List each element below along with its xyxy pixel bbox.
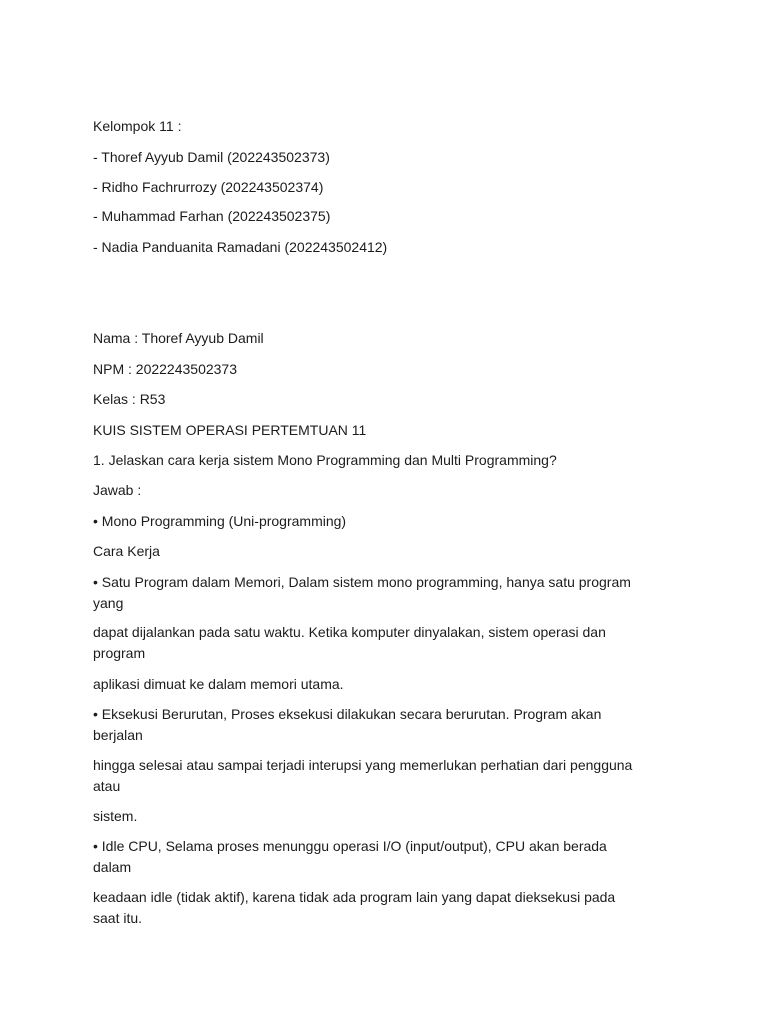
quiz-title: KUIS SISTEM OPERASI PERTEMTUAN 11: [93, 422, 367, 438]
answer-paragraph: aplikasi dimuat ke dalam memori utama.: [93, 676, 344, 692]
answer-paragraph: sistem.: [93, 808, 138, 824]
group-member: - Thoref Ayyub Damil (202243502373): [93, 149, 330, 165]
quiz-question: 1. Jelaskan cara kerja sistem Mono Programming dan Multi Programming?: [93, 452, 557, 468]
student-npm: NPM : 2022243502373: [93, 361, 237, 377]
group-title: Kelompok 11 :: [93, 118, 182, 134]
answer-paragraph: hingga selesai atau sampai terjadi interupsi yang memerlukan perhatian dari pengguna atau: [93, 757, 633, 794]
group-member: - Ridho Fachrurrozy (202243502374): [93, 179, 324, 195]
answer-paragraph: • Eksekusi Berurutan, Proses eksekusi dilakukan secara berurutan. Program akan berjalan: [93, 706, 602, 743]
student-name: Nama : Thoref Ayyub Damil: [93, 330, 264, 346]
group-member: - Muhammad Farhan (202243502375): [93, 208, 331, 224]
answer-paragraph: • Satu Program dalam Memori, Dalam sistem mono programming, hanya satu program yang: [93, 574, 631, 611]
answer-paragraph: keadaan idle (tidak aktif), karena tidak ada program lain yang dapat dieksekusi pada saat itu.: [93, 889, 616, 926]
subheading: Cara Kerja: [93, 543, 160, 559]
answer-paragraph: • Idle CPU, Selama proses menunggu operasi I/O (input/output), CPU akan berada dalam: [93, 838, 607, 875]
group-member: - Nadia Panduanita Ramadani (202243502412): [93, 239, 388, 255]
student-class: Kelas : R53: [93, 391, 166, 407]
topic-heading: • Mono Programming (Uni-programming): [93, 513, 347, 529]
answer-label: Jawab :: [93, 482, 142, 498]
answer-paragraph: dapat dijalankan pada satu waktu. Ketika komputer dinyalakan, sistem operasi dan program: [93, 624, 606, 661]
